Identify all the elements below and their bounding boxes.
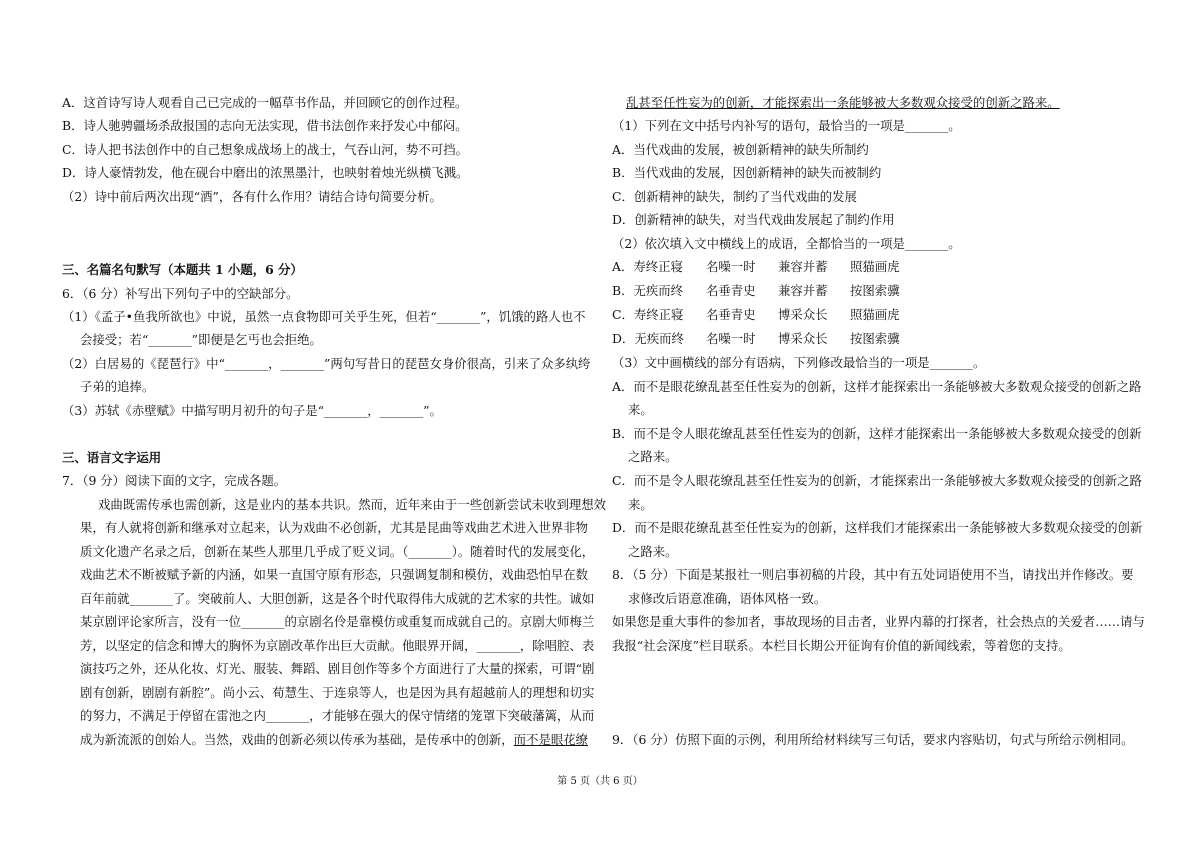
passage-line: 质文化遗产名录之后，创新在某些人那里几乎成了贬义词。（_______）。随着时代的发展变化， (80, 544, 595, 559)
idiom-option: 名噪一时 (706, 331, 756, 346)
idiom-option: B．无疾而终 (612, 283, 684, 298)
option-c: C．诗人把书法创作中的自己想象成战场上的战士，气吞山河，势不可挡。 (62, 142, 468, 157)
option-a: A．当代戏曲的发展，被创新精神的缺失所制约 (612, 142, 869, 157)
question-text: （2）依次填入文中横线上的成语，全都恰当的一项是_______。 (612, 236, 961, 251)
question-text: 子弟的追捧。 (80, 379, 155, 394)
question-text: （1）下列在文中括号内补写的语句，最恰当的一项是_______。 (612, 118, 961, 133)
passage-line: 的努力，不满足于停留在雷池之内_______，才能够在强大的保守情绪的笼罩下突破藩篱，从而 (80, 708, 595, 723)
passage-line: 戏曲艺术不断被赋予新的内涵，如果一直国守原有形态，只强调复制和模仿，戏曲恐怕早在数 (80, 567, 589, 582)
option-b: B．诗人驰骋疆场杀敌报国的志向无法实现，借书法创作来抒发心中郁闷。 (62, 118, 468, 133)
question-text: 8．（5 分）下面是某报社一则启事初稿的片段，其中有五处词语使用不当，请找出并作修改。要 (612, 567, 1134, 582)
page-number: 第 5 页（共 6 页） (557, 776, 643, 787)
option-a: A．这首诗写诗人观看自己已完成的一幅草书作品，并回顾它的创作过程。 (62, 95, 468, 110)
question-text: 7．（9 分）阅读下面的文字，完成各题。 (62, 473, 287, 488)
question-text: 6．（6 分）补写出下列句子中的空缺部分。 (62, 286, 299, 301)
passage-line: 如果您是重大事件的参加者，事故现场的目击者，业界内幕的打探者，社会热点的关爱者……请与 (612, 614, 1145, 629)
underlined-text: 乱甚至任性妄为的创新，才能探索出一条能够被大多数观众接受的创新之路来。 (626, 95, 1060, 110)
option-d: D．创新精神的缺失，对当代戏曲发展起了制约作用 (612, 212, 895, 227)
passage-line: 演技巧之外，还从化妆、灯光、服装、舞蹈、剧目创作等多个方面进行了大量的探索，可谓“剧 (80, 661, 595, 676)
question-text: （3）文中画横线的部分有语病，下列修改最恰当的一项是_______。 (612, 355, 986, 370)
idiom-option: 名噪一时 (706, 259, 756, 274)
option-d-cont: 之路来。 (628, 544, 678, 559)
passage-text: 成为新流派的创始人。当然，戏曲的创新必须以传承为基础，是传承中的创新， (80, 732, 514, 747)
idiom-option: D．无疾而终 (612, 331, 684, 346)
passage-line: 剧有创新，剧剧有新腔”。尚小云、荀慧生、于连泉等人，也是因为具有超越前人的理想和切实 (80, 685, 595, 700)
option-c-cont: 来。 (628, 497, 653, 512)
passage-line: 芳，以坚定的信念和博大的胸怀为京剧改革作出巨大贡献。他眼界开阔，_______，除唱腔、表 (80, 638, 595, 653)
option-b: B．当代戏曲的发展，因创新精神的缺失而被制约 (612, 165, 882, 180)
option-c: C．而不是令人眼花缭乱甚至任性妄为的创新，才能探索出一条能够被大多数观众接受的创新之路 (612, 473, 1142, 488)
option-a-cont: 来。 (628, 402, 653, 417)
idiom-option: 照猫画虎 (850, 259, 900, 274)
option-c: C．创新精神的缺失，制约了当代戏曲的发展 (612, 189, 857, 204)
idiom-option: 兼容并蓄 (778, 259, 828, 274)
passage-line: 我报“社会深度”栏目联系。本栏目长期公开征询有价值的新闻线索，等着您的支持。 (612, 638, 1071, 653)
idiom-option: 兼容并蓄 (778, 283, 828, 298)
option-a: A．而不是眼花缭乱甚至任性妄为的创新，这样才能探索出一条能够被大多数观众接受的创新之路 (612, 379, 1142, 394)
idiom-option: 按图索骥 (850, 283, 900, 298)
option-b: B．而不是令人眼花缭乱甚至任性妄为的创新，这样才能探索出一条能够被大多数观众接受的创新 (612, 426, 1142, 441)
idiom-option: 按图索骥 (850, 331, 900, 346)
idiom-option: 名垂青史 (706, 307, 756, 322)
passage-line (80, 732, 588, 748)
idiom-option: 博采众长 (778, 307, 828, 322)
passage-line: 百年前就_______了。突破前人、大胆创新，这是各个时代取得伟大成就的艺术家的共性。诚如 (80, 591, 595, 606)
idiom-option: 照猫画虎 (850, 307, 900, 322)
option-d: D．诗人豪情勃发，他在砚台中磨出的浓黑墨汁，也映射着烛光纵横飞溅。 (62, 165, 469, 180)
section-heading: 三、名篇名句默写（本题共 1 小题，6 分） (62, 262, 303, 277)
question-text: （2）诗中前后两次出现“酒”，各有什么作用？请结合诗句简要分析。 (62, 189, 442, 204)
idiom-option: 名垂青史 (706, 283, 756, 298)
idiom-option: A．寿终正寝 (612, 259, 683, 274)
question-text: （2）白居易的《琵琶行》中“_______，_______”两句写昔日的琵琶女身价很高，引来了众多纨绔 (62, 356, 591, 371)
section-heading: 三、语言文字运用 (62, 450, 162, 465)
passage-line: 某京剧评论家所言，没有一位_______的京剧名伶是靠模仿或重复而成就自己的。京剧大师梅兰 (80, 614, 595, 629)
question-text: 求修改后语意准确，语体风格一致。 (628, 591, 827, 606)
option-d: D．而不是眼花缭乱甚至任性妄为的创新，这样我们才能探索出一条能够被大多数观众接受的创新 (612, 520, 1143, 535)
idiom-option: 博采众长 (778, 331, 828, 346)
question-text: 会接受；若“_______”即便是乞丐也会拒绝。 (80, 332, 322, 347)
question-text: 9．（6 分）仿照下面的示例，利用所给材料续写三句话，要求内容贴切，句式与所给示例相同。 (612, 732, 1134, 747)
option-b-cont: 之路来。 (628, 449, 678, 464)
question-text: （3）苏轼《赤壁赋》中描写明月初升的句子是“_______，_______”。 (62, 403, 442, 418)
question-text: （1）《孟子•鱼我所欲也》中说，虽然一点食物即可关乎生死，但若“_______”，饥饿的路人也不 (62, 309, 586, 324)
underlined-text: 而不是眼花缭 (513, 732, 589, 747)
idiom-option: C．寿终正寝 (612, 307, 684, 322)
passage-line: 戏曲既需传承也需创新，这是业内的基本共识。然而，近年来由于一些创新尝试未收到理想效 (98, 497, 607, 512)
passage-line: 果，有人就将创新和继承对立起来，认为戏曲不必创新，尤其是昆曲等戏曲艺术进入世界非物 (80, 520, 589, 535)
